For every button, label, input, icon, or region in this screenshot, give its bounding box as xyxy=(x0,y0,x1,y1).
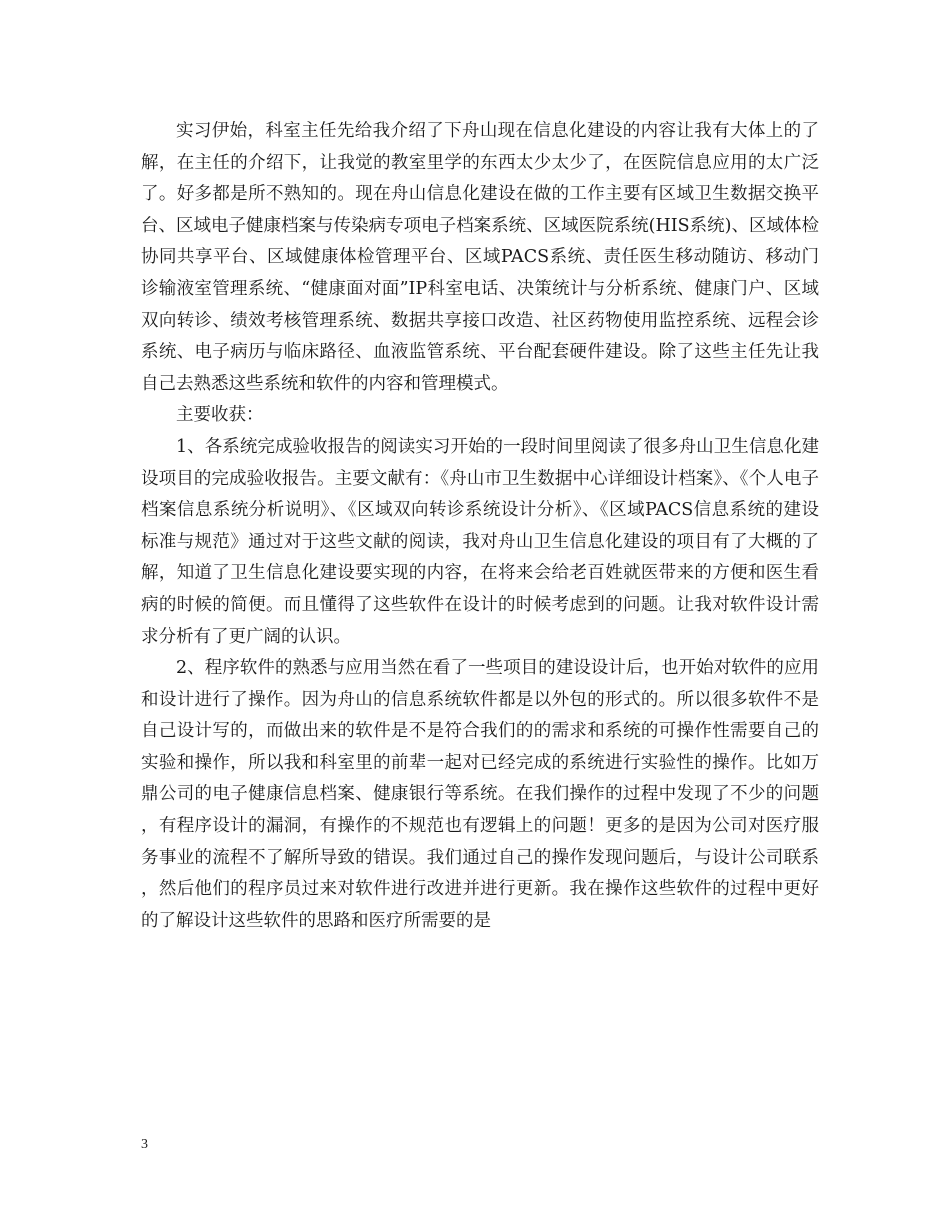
paragraph-gain-1: 1、各系统完成验收报告的阅读实习开始的一段时间里阅读了很多舟山卫生信息化建设项目的完成验收报告。主要文献有：《舟山市卫生数据中心详细设计档案》、《个人电子档案信息系统分析说明》、《区域双向转诊系统设计分析》、《区域PACS信息系统的建设标准与规范》通过对于这些文献的阅读，我对舟山卫生信息化建设的项目有了大概的了解，知道了卫生信息化建设要实现的内容，在将来会给老百姓就医带来的方便和医生看病的时候的简便。而且懂得了这些软件在设计的时候考虑到的问题。让我对软件设计需求分析有了更广阔的认识。 xyxy=(141,436,819,647)
paragraph-main-gains-heading: 主要收获： xyxy=(176,405,264,426)
paragraph-intro: 实习伊始，科室主任先给我介绍了下舟山现在信息化建设的内容让我有大体上的了解，在主任的介绍下，让我觉的教室里学的东西太少太少了，在医院信息应用的太广泛了。好多都是所不熟知的。现在舟山信息化建设在做的工作主要有区域卫生数据交换平台、区域电子健康档案与传染病专项电子档案系统、区域医院系统(HIS系统)、区域体检协同共享平台、区域健康体检管理平台、区域PACS系统、责任医生移动随访、移动门诊输液室管理系统、“健康面对面”IP科室电话、决策统计与分析系统、健康门户、区域双向转诊、绩效考核管理系统、数据共享接口改造、社区药物使用监控系统、远程会诊系统、电子病历与临床路径、血液监管系统、平台配套硬件建设。除了这些主任先让我自己去熟悉这些系统和软件的内容和管理模式。 xyxy=(141,121,819,394)
body-text xyxy=(141,116,819,937)
page-number: 3 xyxy=(141,1137,148,1152)
paragraph-gain-2: 2、程序软件的熟悉与应用当然在看了一些项目的建设设计后，也开始对软件的应用和设计进行了操作。因为舟山的信息系统软件都是以外包的形式的。所以很多软件不是自己设计写的，而做出来的软件是不是符合我们的的需求和系统的可操作性需要自己的实验和操作，所以我和科室里的前辈一起对已经完成的系统进行实验性的操作。比如万鼎公司的电子健康信息档案、健康银行等系统。在我们操作的过程中发现了不少的问题，有程序设计的漏洞，有操作的不规范也有逻辑上的问题！更多的是因为公司对医疗服务事业的流程不了解所导致的错误。我们通过自己的操作发现问题后，与设计公司联系，然后他们的程序员过来对软件进行改进并进行更新。我在操作这些软件的过程中更好的了解设计这些软件的思路和医疗所需要的是 xyxy=(141,658,819,931)
